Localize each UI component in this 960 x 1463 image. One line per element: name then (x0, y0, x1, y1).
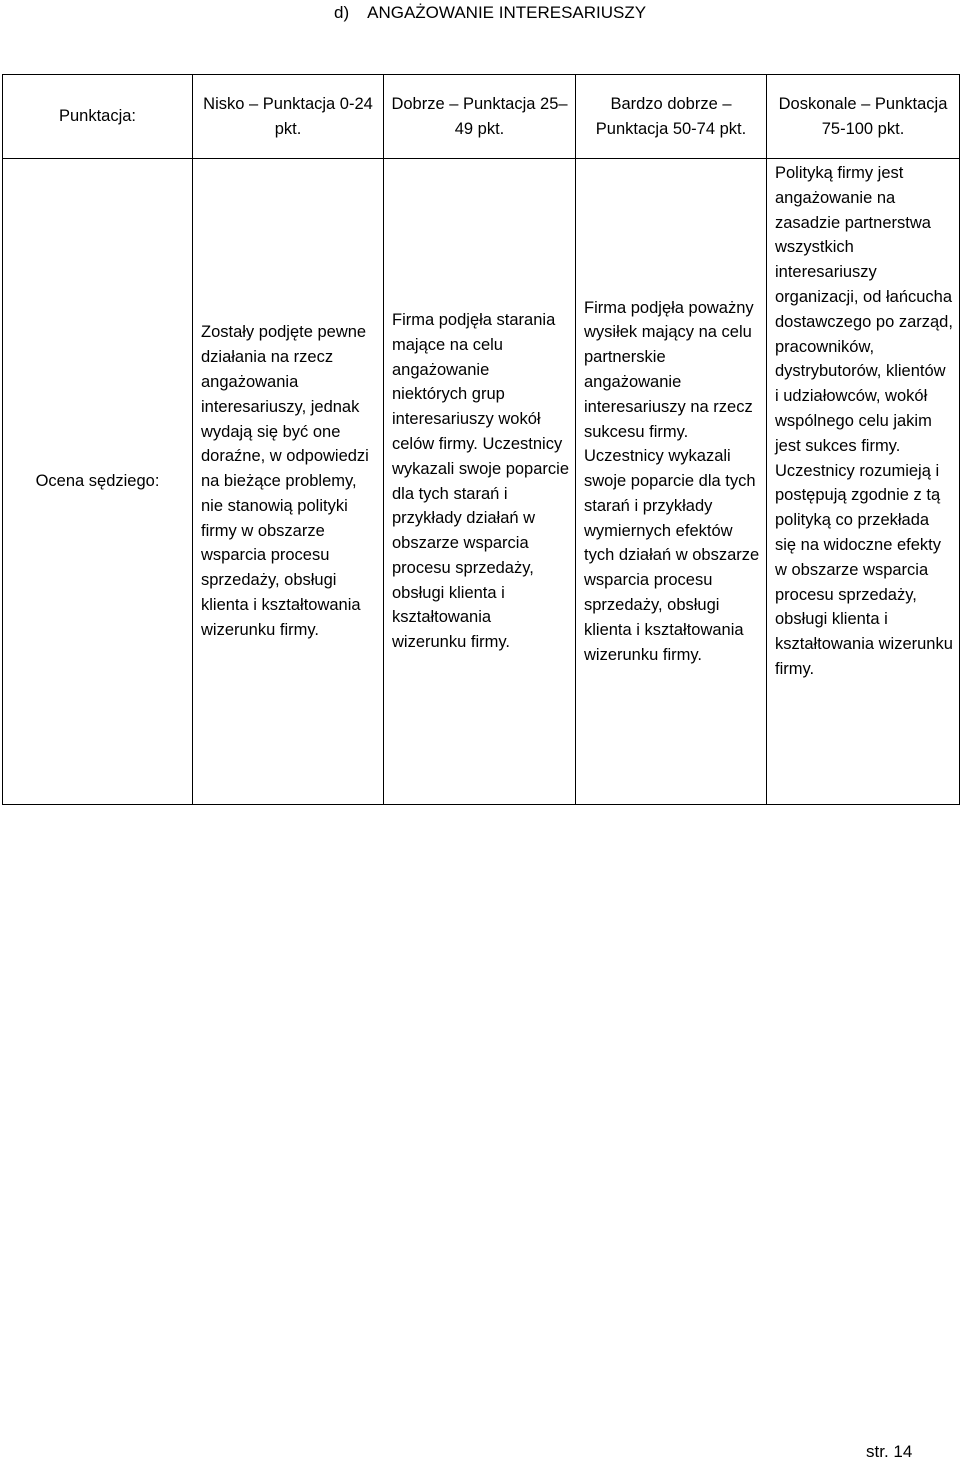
scoring-rubric-table (2, 74, 960, 805)
judge-assessment-row (3, 159, 960, 805)
section-title-text: ANGAŻOWANIE INTERESARIUSZY (367, 3, 647, 22)
section-letter: d) (334, 3, 350, 22)
level-description-low: Zostały podjęte pewne działania na rzecz angażowania interesariuszy, jednak wydają się być one doraźne, w odpowiedzi na bieżące problemy, nie stanowią polityki firmy w obszarze wsparcia procesu sprzedaży, obsługi klienta i kształtowania wizerunku firmy. (193, 159, 384, 805)
level-description-very-good: Firma podjęła poważny wysiłek mający na celu partnerskie angażowanie interesariuszy na rzecz sukcesu firmy. Uczestnicy wykazali swoje poparcie dla tych starań i przykłady wymiernych efektów tych działań w obszarze wsparcia procesu sprzedaży, obsługi klienta i kształtowania wizerunku firmy. (576, 159, 767, 805)
section-title (334, 3, 646, 23)
level-heading-very-good: Bardzo dobrze – Punktacja 50-74 pkt. (576, 75, 767, 159)
level-heading-low: Nisko – Punktacja 0-24 pkt. (193, 75, 384, 159)
judge-assessment-label: Ocena sędziego: (3, 159, 193, 805)
scoring-header-row (3, 75, 960, 159)
level-heading-good: Dobrze – Punktacja 25–49 pkt. (384, 75, 576, 159)
page-number: str. 14 (866, 1442, 913, 1461)
level-description-good: Firma podjęła starania mające na celu angażowanie niektórych grup interesariuszy wokół celów firmy. Uczestnicy wykazali swoje poparcie dla tych starań i przykłady działań w obszarze wsparcia procesu sprzedaży, obsługi klienta i kształtowania wizerunku firmy. (384, 159, 576, 805)
level-description-excellent: Polityką firmy jest angażowanie na zasadzie partnerstwa wszystkich interesariuszy organizacji, od łańcucha dostawczego po zarząd, pracowników, dystrybutorów, klientów i udziałowców, wokół wspólnego celu jakim jest sukces firmy. Uczestnicy rozumieją i postępują zgodnie z tą polityką co przekłada się na widoczne efekty w obszarze wsparcia procesu sprzedaży, obsługi klienta i kształtowania wizerunku firmy. (767, 159, 960, 805)
level-heading-excellent: Doskonale – Punktacja 75-100 pkt. (767, 75, 960, 159)
scoring-label: Punktacja: (3, 75, 193, 159)
